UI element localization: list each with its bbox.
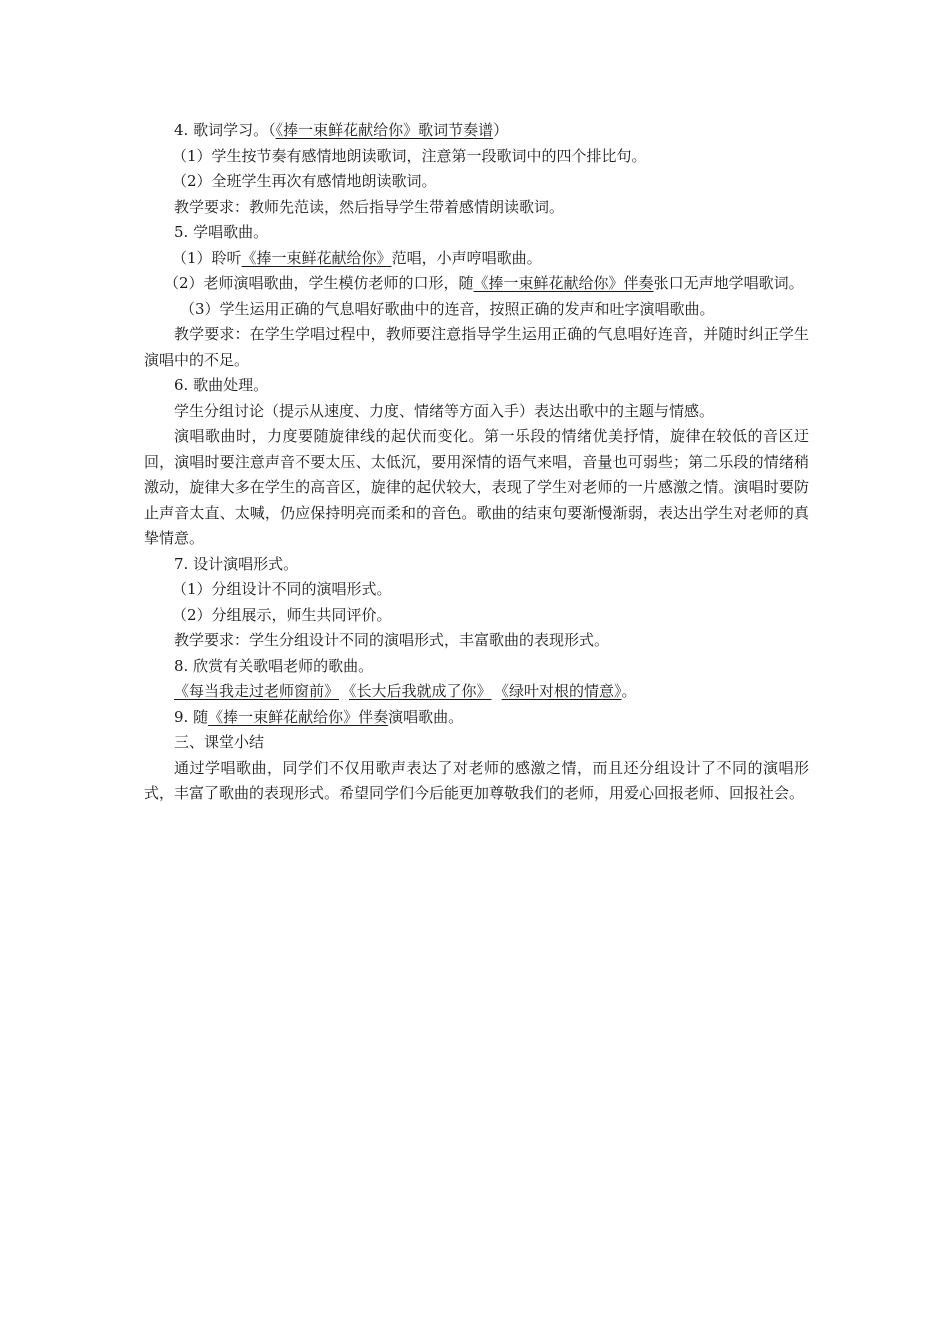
item-5-step-2-tail: 张口无声地学唱歌词。 bbox=[653, 274, 804, 292]
item-5-step-3: （3）学生运用正确的气息唱好歌曲中的连音，按照正确的发声和吐字演唱歌曲。 bbox=[180, 299, 715, 318]
item-4-requirement: 教学要求：教师先范读，然后指导学生带着感情朗读歌词。 bbox=[174, 197, 565, 216]
document-body bbox=[144, 118, 809, 807]
item-4-text: 4. 歌词学习。（ bbox=[174, 121, 276, 139]
song-link-1[interactable]: 《每当我走过老师窗前》 bbox=[174, 682, 340, 700]
item-7-requirement: 教学要求：学生分组设计不同的演唱形式，丰富歌曲的表现形式。 bbox=[174, 631, 610, 649]
item-5-step-1-text: （1）聆听 bbox=[172, 248, 242, 267]
item-6-heading: 6. 歌曲处理。 bbox=[174, 376, 269, 394]
item-7-step-2: （2）分组展示，师生共同评价。 bbox=[172, 605, 392, 624]
item-9-tail: 演唱歌曲。 bbox=[388, 707, 464, 726]
item-8-song-list-end: 。 bbox=[621, 682, 637, 700]
item-4-step-1: （1）学生按节奏有感情地朗读歌词，注意第一段歌词中的四个排比句。 bbox=[172, 146, 647, 165]
song-listen-link[interactable]: 《捧一束鲜花献给你》 bbox=[241, 248, 392, 267]
item-7-step-1: （1）分组设计不同的演唱形式。 bbox=[172, 580, 392, 598]
item-6-guidance: 演唱歌曲时，力度要随旋律线的起伏而变化。第一乐段的情绪优美抒情，旋律在较低的音区迂回，演唱时要注意声音不要太压、太低沉，要用深情的语气来唱，音量也可弱些；第二乐段的情绪稍激动，旋律大多在学生的高音区，旋律的起伏较大，表现了学生对老师的一片感激之情。演唱时要防止声音太直、太喊，仍应保持明亮而柔和的音色。歌曲的结束句要渐慢渐弱，表达出学生对老师的真挚情意。 bbox=[144, 427, 809, 547]
song-accompaniment-link-2[interactable]: 《捧一束鲜花献给你》伴奏 bbox=[208, 707, 389, 726]
song-link-2[interactable]: 《长大后我就成了你》 bbox=[349, 682, 492, 700]
item-6-discussion: 学生分组讨论（提示从速度、力度、情绪等方面入手）表达出歌中的主题与情感。 bbox=[174, 401, 715, 420]
item-4-close: ） bbox=[493, 121, 509, 139]
item-8-song-list bbox=[144, 679, 809, 705]
item-5-step-2 bbox=[144, 271, 809, 297]
item-4-heading bbox=[144, 118, 809, 144]
item-7-heading: 7. 设计演唱形式。 bbox=[174, 554, 299, 573]
item-9-heading bbox=[144, 705, 809, 731]
item-5-requirement: 教学要求：在学生学唱过程中，教师要注意指导学生运用正确的气息唱好连音，并随时纠正学生演唱中的不足。 bbox=[144, 325, 809, 369]
section-summary-heading: 三、课堂小结 bbox=[174, 733, 265, 751]
item-5-step-2-text: （2）老师演唱歌曲，学生模仿老师的口形，随 bbox=[164, 274, 474, 292]
item-8-heading: 8. 欣赏有关歌唱老师的歌曲。 bbox=[174, 656, 374, 675]
song-accompaniment-link[interactable]: 《捧一束鲜花献给你》伴奏 bbox=[473, 274, 654, 292]
item-5-step-1-tail: 范唱，小声哼唱歌曲。 bbox=[391, 248, 542, 267]
item-9-text: 9. 随 bbox=[174, 707, 209, 726]
lyrics-rhythm-link[interactable]: 《捧一束鲜花献给你》歌词节奏谱 bbox=[275, 121, 494, 139]
item-5-heading: 5. 学唱歌曲。 bbox=[174, 223, 269, 241]
item-5-step-1 bbox=[144, 246, 809, 272]
item-4-step-2: （2）全班学生再次有感情地朗读歌词。 bbox=[172, 172, 437, 190]
section-summary-text: 通过学唱歌曲，同学们不仅用歌声表达了对老师的感激之情，而且还分组设计了不同的演唱形式，丰富了歌曲的表现形式。希望同学们今后能更加尊敬我们的老师，用爱心回报老师、回报社会。 bbox=[144, 758, 809, 802]
song-link-3[interactable]: 《绿叶对根的情意》 bbox=[501, 682, 622, 700]
